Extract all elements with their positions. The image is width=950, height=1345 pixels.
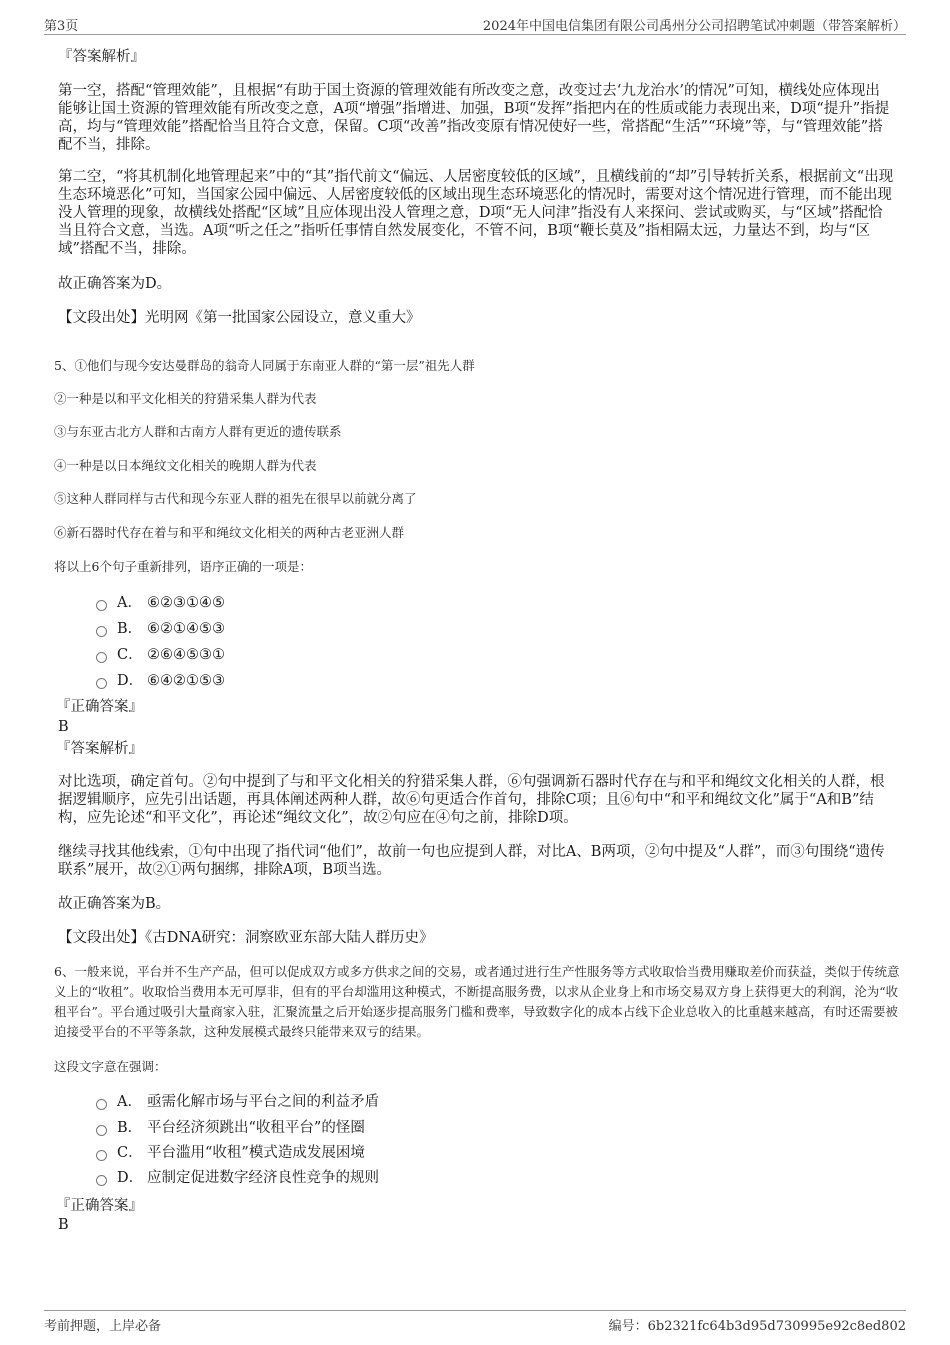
q5-answer: B <box>58 719 69 735</box>
radio-icon[interactable] <box>96 1125 107 1136</box>
radio-icon[interactable] <box>96 652 107 663</box>
q6-answer: B <box>58 1217 69 1233</box>
footer-slogan: 考前押题，上岸必备 <box>44 1319 162 1334</box>
q5-option-d[interactable]: D． ⑥④②①⑤③ <box>96 672 225 690</box>
q6-option-b[interactable]: B． 平台经济须跳出“收租平台”的怪圈 <box>96 1119 365 1137</box>
q4-conclusion: 故正确答案为D。 <box>58 276 172 292</box>
q5-stem: 将以上6个句子重新排列，语序正确的一项是： <box>54 559 312 574</box>
radio-icon[interactable] <box>96 678 107 689</box>
q6-passage: 6、一般来说，平台并不生产产品，但可以促成双方或多方供求之间的交易，或者通过进行生产性服务等方式收取恰当费用赚取差价而获益，类似于传统意义上的“收租”。收取恰当费用本无可厚非，但有的平台却滥用这种模式，不断提高服务费，以求从企业身上和市场交易双方身上获得更大的利润，沦为“收租平台”。平台通过吸引大量商家入驻，汇聚流量之后开始逐步提高服务门槛和费率，导致数字化的成本占线下企业总收入的比重越来越高，有时还需要被迫接受平台的不平等条款，这种发展模式最终只能带来双亏的结果。 <box>54 964 900 1039</box>
q4-analysis-title: 『答案解析』 <box>58 49 145 65</box>
q5-sentence-6: ⑥新石器时代存在着与和平和绳纹文化相关的两种古老亚洲人群 <box>54 525 405 540</box>
q5-sentence-3: ③与东亚古北方人群和古南方人群有更近的遗传联系 <box>54 424 342 439</box>
q6-option-d[interactable]: D． 应制定促进数字经济良性竞争的规则 <box>96 1169 379 1187</box>
q5-sentence-5: ⑤这种人群同样与古代和现今东亚人群的祖先在很早以前就分离了 <box>54 491 417 506</box>
q5-sentence-4: ④一种是以日本绳纹文化相关的晚期人群为代表 <box>54 458 317 473</box>
q5-analysis-para2: 继续寻找其他线索，①句中出现了指代词“他们”，故前一句也应提到人群，对比A、B两项，②句中提及“人群”，而③句围绕“遗传联系”展开，故②①两句捆绑，排除A项，B项当选。 <box>58 844 885 878</box>
page-footer <box>44 1310 906 1335</box>
q5-sentence-2: ②一种是以和平文化相关的狩猎采集人群为代表 <box>54 391 317 406</box>
q5-answer-title: 『正确答案』 <box>56 699 143 715</box>
radio-icon[interactable] <box>96 626 107 637</box>
radio-icon[interactable] <box>96 1175 107 1186</box>
q5-source: 【文段出处】《古DNA研究：洞察欧亚东部大陆人群历史》 <box>58 930 434 946</box>
q5-analysis-para1: 对比选项，确定首句。②句中提到了与和平文化相关的狩猎采集人群，⑥句强调新石器时代存在与和平和绳纹文化相关的人群，根据逻辑顺序，应先引出话题，再具体阐述两种人群，故⑥句更适合作首句，排除C项；且⑥句中“和平和绳纹文化”属于“A和B”结构，应先论述“和平文化”，再论述“绳纹文化”，故②句应在④句之前，排除D项。 <box>58 774 885 826</box>
q6-option-c[interactable]: C． 平台滥用“收租”模式造成发展困境 <box>96 1144 365 1162</box>
document-title: 2024年中国电信集团有限公司禹州分公司招聘笔试冲刺题（带答案解析） <box>482 19 906 34</box>
q6-stem: 这段文字意在强调： <box>54 1059 167 1074</box>
q6-option-a[interactable]: A． 亟需化解市场与平台之间的利益矛盾 <box>96 1093 379 1111</box>
page-number: 第3页 <box>44 19 79 34</box>
footer-code: 编号：6b2321fc64b3d95d730995e92c8ed802 <box>608 1319 906 1334</box>
q5-option-a[interactable]: A． ⑥②③①④⑤ <box>96 594 225 612</box>
q6-answer-title: 『正确答案』 <box>56 1198 143 1214</box>
page-header <box>44 12 906 35</box>
q4-source: 【文段出处】光明网《第一批国家公园设立，意义重大》 <box>58 310 421 326</box>
radio-icon[interactable] <box>96 600 107 611</box>
radio-icon[interactable] <box>96 1150 107 1161</box>
q5-option-b[interactable]: B． ⑥②①④⑤③ <box>96 620 225 638</box>
q5-conclusion: 故正确答案为B。 <box>58 896 171 912</box>
q5-analysis-title: 『答案解析』 <box>56 741 143 757</box>
q5-sentence-1: 5、①他们与现今安达曼群岛的翁奇人同属于东南亚人群的“第一层”祖先人群 <box>54 358 475 373</box>
q5-option-c[interactable]: C． ②⑥④⑤③① <box>96 646 225 664</box>
q4-analysis-para2: 第二空，“将其机制化地管理起来”中的“其”指代前文“偏远、人居密度较低的区域”，且横线前的“却”引导转折关系，根据前文“出现生态环境恶化”可知，当国家公园中偏远、人居密度较低的区域出现生态环境恶化的情况时，需要对这个情况进行管理，而不能出现没人管理的现象，故横线处搭配“区域”且应体现出没人管理之意，D项“无人问津”指没有人来探问、尝试或购买，与“区域”搭配恰当且符合文意，当选。A项“听之任之”指听任事情自然发展变化，不管不问，B项“鞭长莫及”指相隔太远，力量达不到，均与“区域”搭配不当，排除。 <box>58 169 894 257</box>
radio-icon[interactable] <box>96 1099 107 1110</box>
q4-analysis-para1: 第一空，搭配“管理效能”，且根据“有助于国土资源的管理效能有所改变之意，改变过去‘九龙治水’的情况”可知，横线处应体现出能够让国土资源的管理效能有所改变之意，A项“增强”指增进、加强，B项“发挥”指把内在的性质或能力表现出来，D项“提升”指提高，均与“管理效能”搭配恰当且符合文意，保留。C项“改善”指改变原有情况使好一些，常搭配“生活”“环境”等，与“管理效能”搭配不当，排除。 <box>58 83 890 153</box>
